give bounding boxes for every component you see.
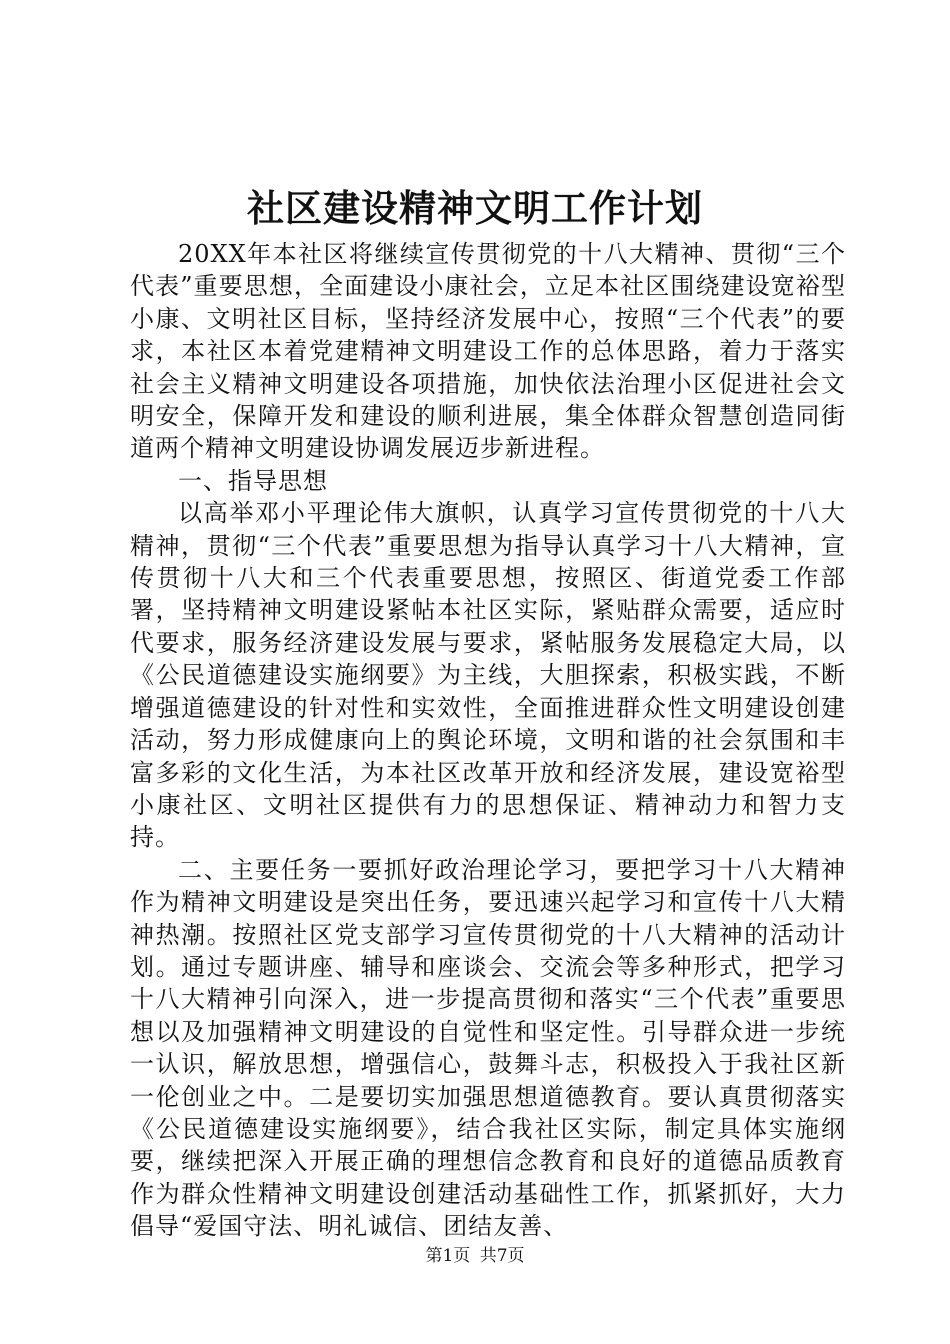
paragraph-intro: 20XX年本社区将继续宣传贯彻党的十八大精神、贯彻“三个代表”重要思想，全面建设小康社会，立足本社区围绕建设宽裕型小康、文明社区目标，坚持经济发展中心，按照“三个代表”的要求，本社区本着党建精神文明建设工作的总体思路，着力于落实社会主义精神文明建设各项措施，加快依法治理小区促进社会文明安全，保障开发和建设的顺利进展，集全体群众智慧创造同街道两个精神文明建设协调发展迈步新进程。: [130, 240, 846, 463]
document-title: 社区建设精神文明工作计划: [247, 186, 703, 230]
section-heading-guiding-thought: 一、指导思想: [178, 466, 328, 495]
page-footer: [0, 1244, 950, 1268]
paragraph-main-tasks: 二、主要任务一要抓好政治理论学习，要把学习十八大精神作为精神文明建设是突出任务，要迅速兴起学习和宣传十八大精神热潮。按照社区党支部学习宣传贯彻党的十八大精神的活动计划。通过专题讲座、辅导和座谈会、交流会等多种形式，把学习十八大精神引向深入，进一步提高贯彻和落实“三个代表”重要思想以及加强精神文明建设的自觉性和坚定性。引导群众进一步统一认识，解放思想，增强信心，鼓舞斗志，积极投入于我社区新一伦创业之中。二是要切实加强思想道德教育。要认真贯彻落实《公民道德建设实施纲要》，结合我社区实际，制定具体实施纲要，继续把深入开展正确的理想信念教育和良好的道德品质教育作为群众性精神文明建设创建活动基础性工作，抓紧抓好，大力倡导“爱国守法、明礼诚信、团结友善、: [130, 855, 846, 1241]
page-total: 共7页: [479, 1246, 525, 1266]
document-body: [130, 238, 846, 1243]
paragraph-guiding-thought: 以高举邓小平理论伟大旗帜，认真学习宣传贯彻党的十八大精神，贯彻“三个代表”重要思想为指导认真学习十八大精神，宣传贯彻十八大和三个代表重要思想，按照区、街道党委工作部署，坚持精神文明建设紧帖本社区实际，紧贴群众需要，适应时代要求，服务经济建设发展与要求，紧帖服务发展稳定大局，以《公民道德建设实施纲要》为主线，大胆探索，积极实践，不断增强道德建设的针对性和实效性，全面推进群众性文明建设创建活动，努力形成健康向上的舆论环境，文明和谐的社会氛围和丰富多彩的文化生活，为本社区改革开放和经济发展，建设宽裕型小康社区、文明社区提供有力的思想保证、精神动力和智力支持。: [130, 499, 846, 852]
page-number: 第1页: [425, 1246, 471, 1266]
